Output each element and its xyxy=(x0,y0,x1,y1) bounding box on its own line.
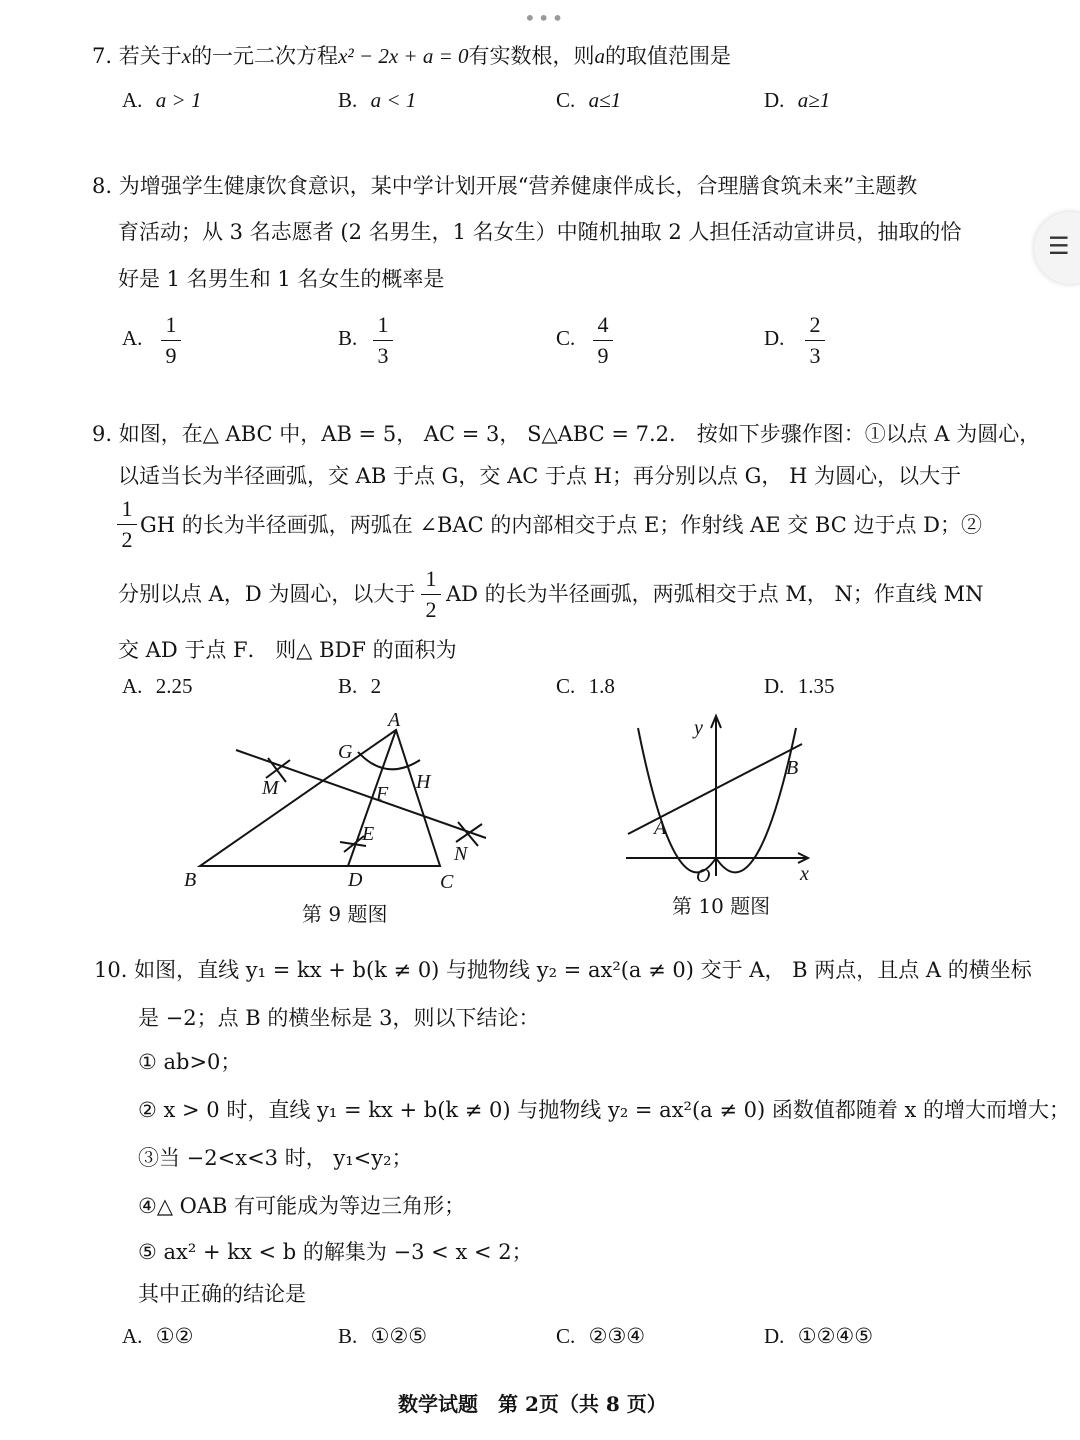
q9-stem-line5: 交 AD 于点 F． 则△ BDF 的面积为 xyxy=(118,638,457,662)
q8-stem-line2: 育活动；从 3 名志愿者 (2 名男生，1 名女生）中随机抽取 2 人担任活动宣讲员，抽取的恰 xyxy=(118,220,962,244)
q10-stem-line2: 是 −2；点 B 的横坐标是 3，则以下结论： xyxy=(138,1006,540,1030)
q7-number: 7. xyxy=(92,44,113,68)
q9-figure-caption: 第 9 题图 xyxy=(302,902,388,926)
q8-option-d-fraction: 2 3 xyxy=(802,312,828,369)
q9-stem-line3: GH 的长为半径画弧，两弧在 ∠BAC 的内部相交于点 E；作射线 AE 交 BC 边于点 D；② xyxy=(140,513,982,537)
q10-option-a[interactable]: A. ①② xyxy=(122,1324,194,1348)
q10-figure-caption: 第 10 题图 xyxy=(672,894,771,918)
q10-label-x: x xyxy=(800,863,809,885)
q10-label-y: y xyxy=(694,717,703,739)
q10-statement-2: ② x > 0 时，直线 y₁ = kx + b(k ≠ 0) 与抛物线 y₂ = ax²(a ≠ 0) 函数值都随着 x 的增大而增大； xyxy=(138,1098,1071,1122)
q9-number: 9. xyxy=(92,422,113,446)
q9-label-g: G xyxy=(338,741,353,763)
q9-label-d: D xyxy=(348,869,363,891)
q10-option-c[interactable]: C. ②③④ xyxy=(556,1324,646,1348)
q10-label-a: A xyxy=(654,817,667,839)
q9-stem-line1: 9. 如图，在△ ABC 中，AB = 5， AC = 3， S△ABC = 7.2． 按如下步骤作图：①以点 A 为圆心， xyxy=(92,422,1041,446)
q9-fraction-half-2: 1 2 xyxy=(418,566,444,623)
q8-option-b[interactable]: B. xyxy=(338,326,358,350)
q8-option-c-fraction: 4 9 xyxy=(590,312,616,369)
q9-stem-line2: 以适当长为半径画弧，交 AB 于点 G，交 AC 于点 H；再分别以点 G， H 为圆心，以大于 xyxy=(118,464,962,488)
q9-option-b[interactable]: B. 2 xyxy=(338,674,382,698)
q10-label-b: B xyxy=(786,757,799,779)
q10-number: 10. xyxy=(94,958,128,982)
q8-option-a-fraction: 1 9 xyxy=(158,312,184,369)
q8-stem-line1: 8. 为增强学生健康饮食意识，某中学计划开展“营养健康伴成长，合理膳食筑未来”主题教 xyxy=(92,174,918,198)
menu-icon: ☰ xyxy=(1048,232,1070,260)
more-options-icon[interactable]: ••• xyxy=(524,6,566,30)
q8-option-b-fraction: 1 3 xyxy=(370,312,396,369)
q7-option-a[interactable]: A. a > 1 xyxy=(122,88,202,112)
q10-option-b[interactable]: B. ①②⑤ xyxy=(338,1324,428,1348)
q7-stem: 7. 若关于x的一元二次方程x² − 2x + a = 0有实数根，则a的取值范围是 xyxy=(92,44,732,68)
q9-label-c: C xyxy=(440,871,454,893)
q9-label-f: F xyxy=(376,783,389,805)
page-footer: 数学试题 第 2页（共 8 页） xyxy=(398,1392,667,1416)
q8-option-d[interactable]: D. xyxy=(764,326,785,350)
q9-option-c[interactable]: C. 1.8 xyxy=(556,674,615,698)
q10-conclusion: 其中正确的结论是 xyxy=(138,1282,306,1306)
q9-stem-line4b: AD 的长为半径画弧，两弧相交于点 M， N；作直线 MN xyxy=(446,582,984,606)
q8-option-a[interactable]: A. xyxy=(122,326,143,350)
q9-label-n: N xyxy=(454,843,468,865)
q9-option-a[interactable]: A. 2.25 xyxy=(122,674,193,698)
q8-number: 8. xyxy=(92,174,113,198)
q9-label-m: M xyxy=(262,777,279,799)
q7-option-b[interactable]: B. a < 1 xyxy=(338,88,417,112)
q10-statement-4: ④△ OAB 有可能成为等边三角形； xyxy=(138,1194,466,1218)
q9-fraction-half-1: 1 2 xyxy=(114,496,140,553)
q8-option-c[interactable]: C. xyxy=(556,326,576,350)
q7-option-c[interactable]: C. a≤1 xyxy=(556,88,622,112)
q9-label-e: E xyxy=(362,823,375,845)
q9-label-h: H xyxy=(416,771,431,793)
q10-statement-1: ① ab>0； xyxy=(138,1050,242,1074)
q7-option-d[interactable]: D. a≥1 xyxy=(764,88,831,112)
q10-statement-5: ⑤ ax² + kx < b 的解集为 −3 < x < 2； xyxy=(138,1240,533,1264)
q8-stem-line3: 好是 1 名男生和 1 名女生的概率是 xyxy=(118,267,445,291)
q7-equation: x² − 2x + a = 0 xyxy=(338,44,469,68)
q9-label-a: A xyxy=(388,709,401,731)
q10-option-d[interactable]: D. ①②④⑤ xyxy=(764,1324,874,1348)
q9-stem-line4a: 分别以点 A，D 为圆心，以大于 xyxy=(118,582,416,606)
q10-statement-3: ③当 −2<x<3 时， y₁<y₂； xyxy=(138,1146,413,1170)
q9-option-d[interactable]: D. 1.35 xyxy=(764,674,835,698)
q10-label-o: O xyxy=(696,865,711,887)
q10-stem-line1: 10. 如图，直线 y₁ = kx + b(k ≠ 0) 与抛物线 y₂ = ax²(a ≠ 0) 交于 A， B 两点，且点 A 的横坐标 xyxy=(94,958,1032,982)
q9-label-b: B xyxy=(184,869,197,891)
